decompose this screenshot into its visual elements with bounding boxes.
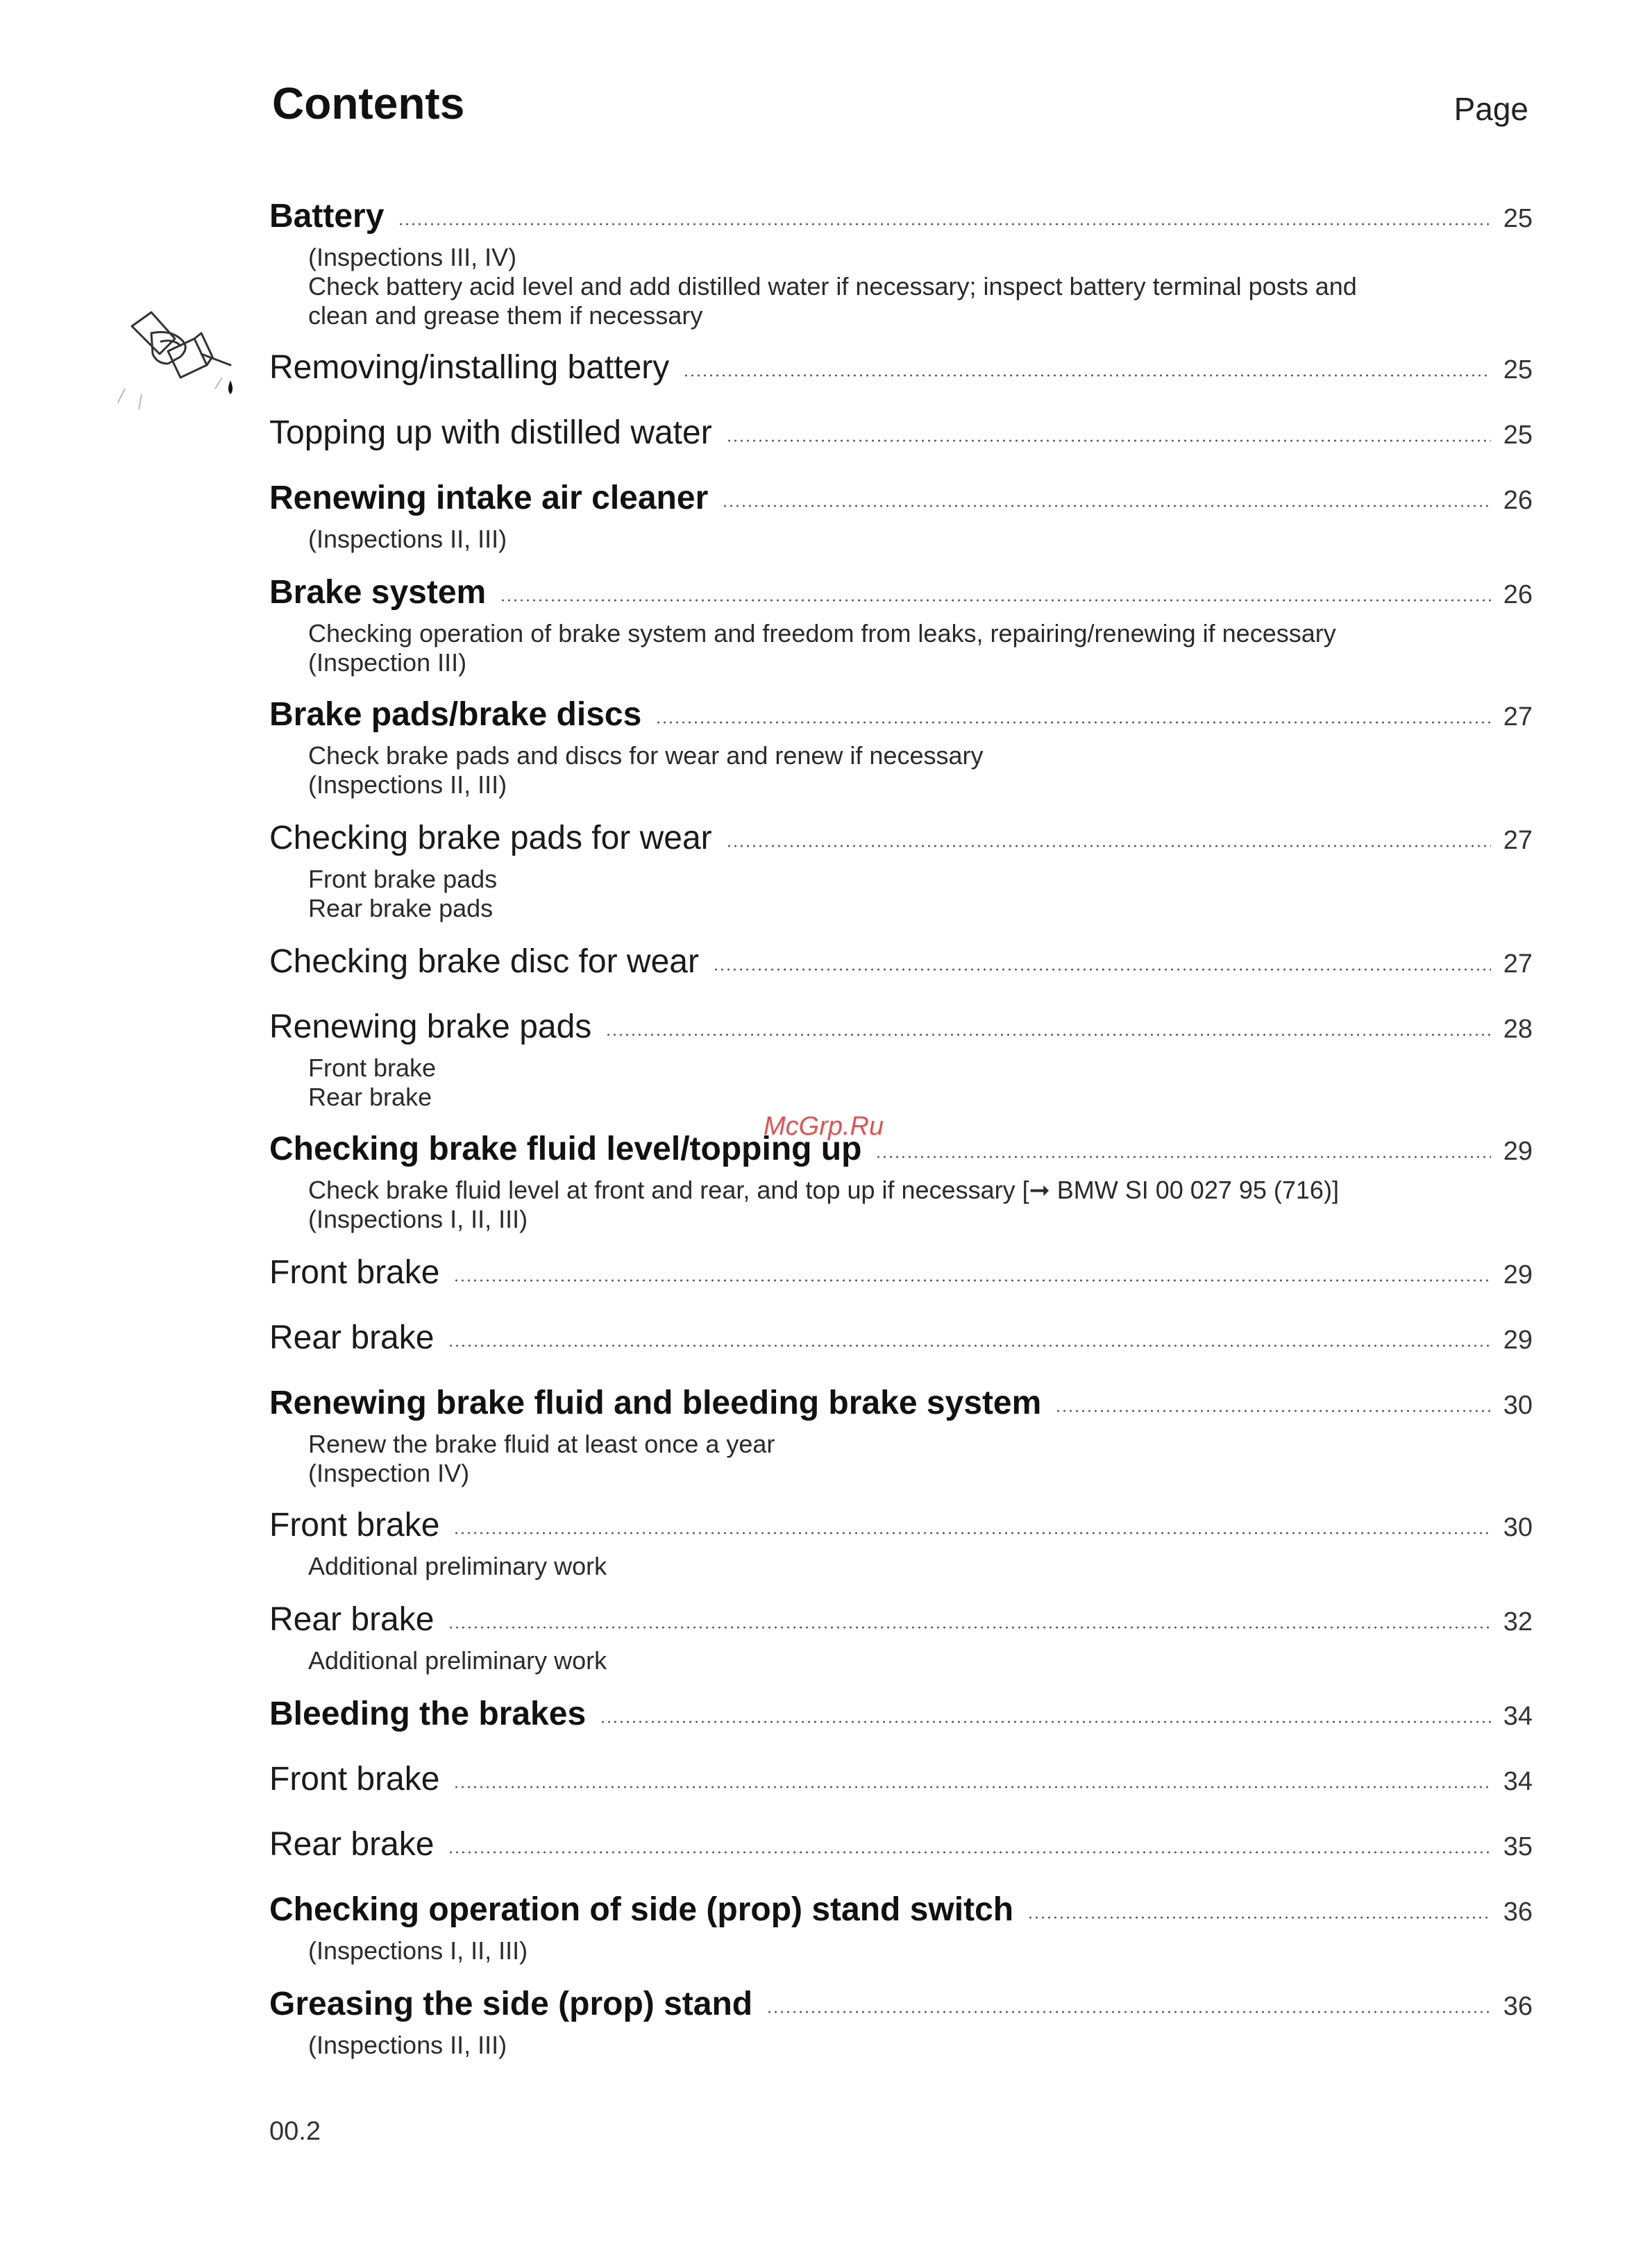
toc-entry[interactable] bbox=[269, 479, 1533, 554]
toc-entry-title[interactable]: Greasing the side (prop) stand bbox=[269, 1986, 753, 2022]
dot-leader bbox=[500, 599, 1491, 602]
toc-entry[interactable] bbox=[269, 197, 1533, 330]
toc-page-number[interactable]: 29 bbox=[1503, 1137, 1533, 1166]
toc-entry-note: (Inspections III, IV) bbox=[308, 243, 517, 271]
toc-entry[interactable] bbox=[269, 414, 1533, 459]
toc-entry-note: (Inspections I, II, III) bbox=[308, 1205, 528, 1233]
toc-entry-title[interactable]: Checking brake pads for wear bbox=[269, 820, 712, 856]
toc-page-number[interactable]: 30 bbox=[1503, 1513, 1533, 1542]
toc-entry-note: Rear brake bbox=[308, 1083, 432, 1111]
dot-leader bbox=[713, 968, 1491, 971]
toc-entry-title[interactable]: Brake system bbox=[269, 574, 487, 611]
dot-leader bbox=[605, 1033, 1491, 1036]
toc-entry[interactable] bbox=[269, 1695, 1533, 1741]
dot-leader bbox=[448, 1851, 1491, 1854]
toc-entry-title[interactable]: Battery bbox=[269, 198, 385, 235]
toc-page-number[interactable]: 25 bbox=[1503, 204, 1533, 233]
toc-entry-title[interactable]: Front brake bbox=[269, 1254, 440, 1291]
toc-entry[interactable] bbox=[269, 348, 1533, 394]
toc-entry-note: Front brake pads bbox=[308, 865, 498, 893]
toc-entry-note: Renew the brake fluid at least once a year bbox=[308, 1430, 775, 1458]
toc-page-number[interactable]: 27 bbox=[1503, 702, 1533, 732]
toc-entry-title[interactable]: Bleeding the brakes bbox=[269, 1696, 587, 1732]
dot-leader bbox=[683, 374, 1491, 377]
toc-entry-title[interactable]: Brake pads/brake discs bbox=[269, 696, 642, 733]
toc-page-number[interactable]: 26 bbox=[1503, 486, 1533, 515]
toc-entry-note: Front brake bbox=[308, 1054, 437, 1082]
dot-leader bbox=[398, 223, 1491, 226]
dot-leader bbox=[875, 1156, 1491, 1158]
toc-entry-note: (Inspections I, II, III) bbox=[308, 1936, 528, 1965]
toc-entry[interactable] bbox=[269, 1008, 1533, 1112]
toc-entry-note: Check brake pads and discs for wear and renew if necessary bbox=[308, 741, 984, 770]
page-title: Contents bbox=[272, 78, 465, 128]
dot-leader bbox=[1055, 1410, 1491, 1412]
toc-entry[interactable] bbox=[269, 819, 1533, 923]
toc-entry[interactable] bbox=[269, 942, 1533, 988]
toc-entry-title[interactable]: Front brake bbox=[269, 1761, 440, 1798]
toc-entry[interactable] bbox=[269, 1130, 1533, 1234]
toc-entry-title[interactable]: Rear brake bbox=[269, 1601, 435, 1638]
toc-entry-note: Rear brake pads bbox=[308, 894, 494, 922]
toc-entry-title[interactable]: Checking brake disc for wear bbox=[269, 943, 699, 980]
toc-page-number[interactable]: 36 bbox=[1503, 1992, 1533, 2021]
toc-entry-note: (Inspection III) bbox=[308, 648, 467, 677]
dot-leader bbox=[453, 1532, 1491, 1534]
toc-entry[interactable] bbox=[269, 573, 1533, 677]
toc-entry-title[interactable]: Checking operation of side (prop) stand switch bbox=[269, 1891, 1014, 1928]
toc-entry-note: Additional preliminary work bbox=[308, 1646, 607, 1675]
toc-entry-note: Check brake fluid level at front and rear, and top up if necessary [➞ BMW SI 00 027 95 (716)] bbox=[308, 1176, 1339, 1204]
toc-page-number[interactable]: 36 bbox=[1503, 1897, 1533, 1927]
contents-header bbox=[272, 78, 1528, 140]
toc-entry-note: Checking operation of brake system and freedom from leaks, repairing/renewing if necessary bbox=[308, 619, 1336, 648]
toc-entry-note: (Inspection IV) bbox=[308, 1459, 470, 1487]
toc-entry[interactable] bbox=[269, 1600, 1533, 1675]
toc-entry[interactable] bbox=[269, 1319, 1533, 1364]
toc-page-number[interactable]: 34 bbox=[1503, 1702, 1533, 1731]
toc-entry-title[interactable]: Renewing brake fluid and bleeding brake system bbox=[269, 1385, 1042, 1421]
dot-leader bbox=[448, 1626, 1491, 1629]
toc-page-number[interactable]: 30 bbox=[1503, 1391, 1533, 1420]
toc-entry-note: (Inspections II, III) bbox=[308, 770, 507, 799]
toc-entry-note: Check battery acid level and add distilled water if necessary; inspect battery terminal posts and bbox=[308, 272, 1357, 301]
toc-entry-title[interactable]: Renewing brake pads bbox=[269, 1008, 592, 1045]
toc-entry-title[interactable]: Topping up with distilled water bbox=[269, 414, 712, 451]
dot-leader bbox=[1027, 1916, 1491, 1919]
toc-page-number[interactable]: 28 bbox=[1503, 1015, 1533, 1044]
toc-entry[interactable] bbox=[269, 1506, 1533, 1581]
toc-page-number[interactable]: 25 bbox=[1503, 421, 1533, 450]
toc-entry-note: (Inspections II, III) bbox=[308, 2031, 507, 2059]
toc-page-number[interactable]: 29 bbox=[1503, 1260, 1533, 1290]
dot-leader bbox=[453, 1279, 1491, 1282]
oil-can-hand-icon bbox=[111, 305, 250, 430]
toc-page-number[interactable]: 29 bbox=[1503, 1326, 1533, 1355]
toc-entry-title[interactable]: Removing/installing battery bbox=[269, 349, 670, 386]
toc-page-number[interactable]: 26 bbox=[1503, 580, 1533, 609]
dot-leader bbox=[726, 845, 1491, 847]
toc-page-number[interactable]: 35 bbox=[1503, 1832, 1533, 1861]
toc-entry-title[interactable]: Front brake bbox=[269, 1507, 440, 1544]
footer-page-number: 00.2 bbox=[269, 2117, 321, 2146]
toc-page-number[interactable]: 32 bbox=[1503, 1607, 1533, 1637]
toc-entry[interactable] bbox=[269, 1384, 1533, 1488]
dot-leader bbox=[600, 1720, 1491, 1723]
toc-entry[interactable] bbox=[269, 1891, 1533, 1965]
toc-page-number[interactable]: 27 bbox=[1503, 826, 1533, 855]
toc-page-number[interactable]: 27 bbox=[1503, 949, 1533, 979]
toc-entry-title[interactable]: Rear brake bbox=[269, 1319, 435, 1356]
toc-entry[interactable] bbox=[269, 1760, 1533, 1806]
toc-entry-title[interactable]: Checking brake fluid level/topping up bbox=[269, 1131, 862, 1167]
toc-page-number[interactable]: 25 bbox=[1503, 355, 1533, 384]
toc-page-number[interactable]: 34 bbox=[1503, 1767, 1533, 1796]
toc-entry-title[interactable]: Renewing intake air cleaner bbox=[269, 480, 709, 516]
toc-entry[interactable] bbox=[269, 1825, 1533, 1871]
toc-entry-note: Additional preliminary work bbox=[308, 1552, 607, 1580]
dot-leader bbox=[655, 721, 1491, 724]
toc-entry-note: clean and grease them if necessary bbox=[308, 301, 703, 330]
toc-entry[interactable] bbox=[269, 1253, 1533, 1299]
dot-leader bbox=[726, 439, 1491, 442]
toc-entry[interactable] bbox=[269, 1985, 1533, 2060]
dot-leader bbox=[722, 505, 1491, 507]
toc-entry-note: (Inspections II, III) bbox=[308, 525, 507, 553]
page-column-label: Page bbox=[1453, 91, 1528, 127]
dot-leader bbox=[453, 1786, 1491, 1789]
dot-leader bbox=[448, 1344, 1491, 1347]
toc-entry[interactable] bbox=[269, 695, 1533, 800]
dot-leader bbox=[766, 2011, 1491, 2013]
toc-entry-title[interactable]: Rear brake bbox=[269, 1826, 435, 1863]
watermark: McGrp.Ru bbox=[764, 1112, 884, 1141]
